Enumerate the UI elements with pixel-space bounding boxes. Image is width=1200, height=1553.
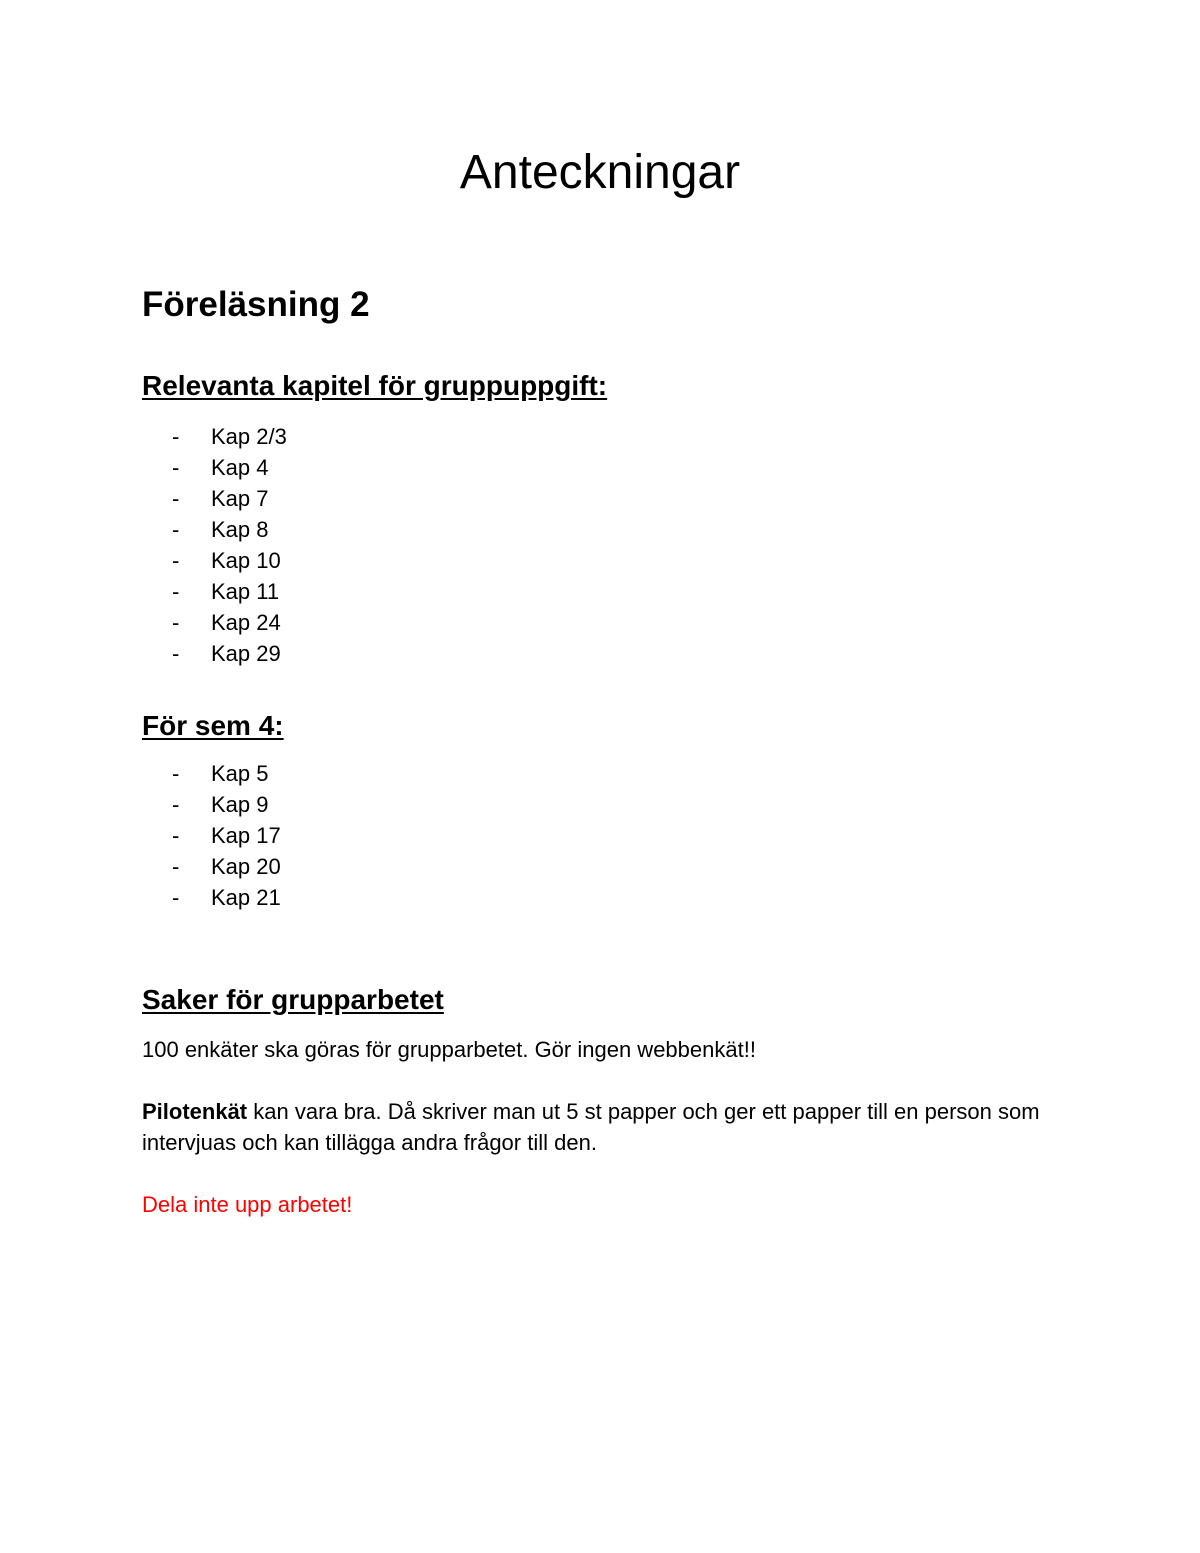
dash-bullet: - xyxy=(172,579,180,604)
document-title: Anteckningar xyxy=(459,146,741,199)
list-item xyxy=(172,789,281,820)
dash-bullet: - xyxy=(172,548,180,573)
group-task-chapter-list xyxy=(172,421,287,669)
list-item-label: Kap 5 xyxy=(211,761,269,786)
dash-bullet: - xyxy=(172,641,180,666)
dash-bullet: - xyxy=(172,455,180,480)
list-item xyxy=(172,607,287,638)
warning-text: Dela inte upp arbetet! xyxy=(142,1192,353,1217)
list-item-label: Kap 24 xyxy=(211,610,281,635)
group-task-chapters-heading: Relevanta kapitel för gruppuppgift: xyxy=(142,370,608,401)
group-work-heading: Saker för grupparbetet xyxy=(142,984,444,1015)
dash-bullet: - xyxy=(172,792,180,817)
list-item-label: Kap 4 xyxy=(211,455,269,480)
dash-bullet: - xyxy=(172,885,180,910)
list-item xyxy=(172,882,281,913)
pilot-paragraph xyxy=(142,1096,1082,1158)
pilot-term: Pilotenkät xyxy=(142,1099,248,1124)
list-item-label: Kap 8 xyxy=(211,517,269,542)
list-item-label: Kap 9 xyxy=(211,792,269,817)
sem4-chapter-list xyxy=(172,758,281,913)
list-item-label: Kap 17 xyxy=(211,823,281,848)
lecture-heading: Föreläsning 2 xyxy=(142,285,370,324)
list-item-label: Kap 2/3 xyxy=(211,424,287,449)
pilot-description: kan vara bra. Då skriver man ut 5 st papper och ger ett papper till en person som intervjuas och kan tillägga andra frågor till den. xyxy=(142,1099,1040,1155)
list-item xyxy=(172,483,287,514)
dash-bullet: - xyxy=(172,761,180,786)
dash-bullet: - xyxy=(172,823,180,848)
list-item-label: Kap 11 xyxy=(211,579,280,604)
list-item xyxy=(172,545,287,576)
list-item xyxy=(172,514,287,545)
list-item xyxy=(172,452,287,483)
list-item xyxy=(172,576,287,607)
dash-bullet: - xyxy=(172,486,180,511)
list-item xyxy=(172,421,287,452)
list-item-label: Kap 29 xyxy=(211,641,281,666)
dash-bullet: - xyxy=(172,854,180,879)
list-item-label: Kap 10 xyxy=(211,548,281,573)
list-item xyxy=(172,638,287,669)
list-item xyxy=(172,820,281,851)
list-item-label: Kap 20 xyxy=(211,854,281,879)
sem4-heading: För sem 4: xyxy=(142,710,284,741)
list-item xyxy=(172,758,281,789)
enkat-paragraph: 100 enkäter ska göras för grupparbetet. Gör ingen webbenkät!! xyxy=(142,1037,756,1062)
list-item-label: Kap 21 xyxy=(211,885,281,910)
list-item xyxy=(172,851,281,882)
dash-bullet: - xyxy=(172,610,180,635)
list-item-label: Kap 7 xyxy=(211,486,269,511)
dash-bullet: - xyxy=(172,424,180,449)
dash-bullet: - xyxy=(172,517,180,542)
